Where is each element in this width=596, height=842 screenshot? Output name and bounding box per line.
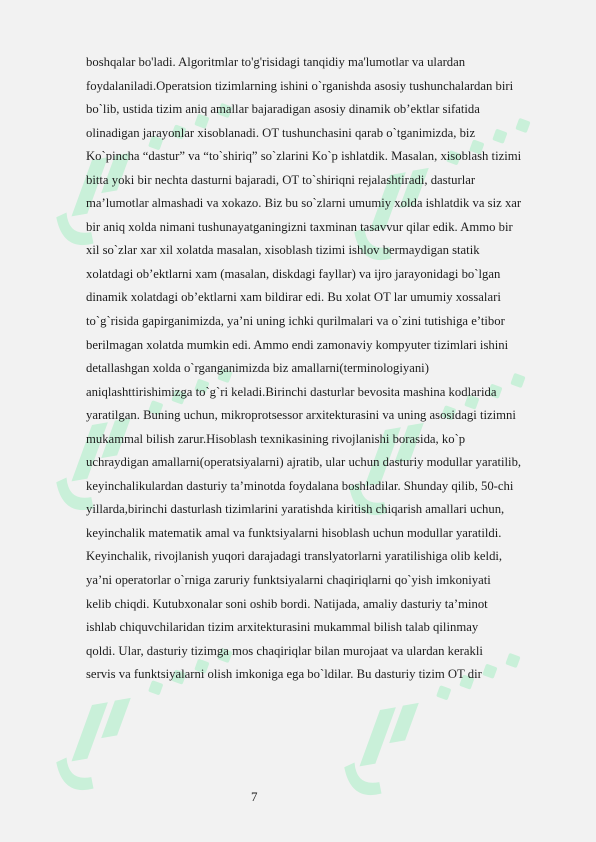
text-line: ishlab chiquvchilaridan tizim arxitekturasini mukammal bilish talab qilinmay: [86, 620, 479, 635]
text-line: yillarda,birinchi dasturlash tizimlarini yaratishda kiritish chiqarish amallari uchun,: [86, 502, 505, 517]
text-line: xolatdagi ob’ektlarni xam (masalan, diskdagi fayllar) va ijro jarayonidagi bo`lgan: [86, 266, 501, 281]
text-line: berilmagan xolatda mumkin edi. Ammo endi zamonaviy kompyuter tizimlari ishini: [86, 337, 509, 352]
text-line: mukammal bilish zarur.Hisoblash texnikasining rivojlanishi borasida, ko`p: [86, 431, 466, 446]
text-line: uchraydigan amallarni(operatsiyalarni) ajratib, ular uchun dasturiy modullar yaratilib,: [86, 455, 522, 470]
text-line: keyinchalikulardan dasturiy ta’minotda foydalana boshladilar. Shunday qilib, 50-chi: [86, 478, 514, 493]
text-line: ya’ni operatorlar o`rniga zaruriy funktsiyalarni chaqiriqlarni qo`yish imkoniyati: [86, 573, 491, 588]
text-line: dinamik xolatdagi ob’ektlarni xam bildirar edi. Bu xolat OT lar umumiy xossalari: [86, 290, 501, 305]
text-line: xil so`zlar xar xil xolatda masalan, xisoblash tizimi ishlov bermaydigan statik: [86, 243, 480, 258]
text-line: bitta yoki bir nechta dasturni bajaradi, OT to`shiriqni rejalashtiradi, dasturlar: [86, 172, 476, 187]
text-line: foydalaniladi.Operatsion tizimlarning ishini o`rganishda asosiy tushunchalardan biri: [86, 78, 514, 93]
text-line: detallashgan xolda o`rganganimizda biz amallarni(terminologiyani): [86, 361, 429, 376]
text-line: ma’lumotlar almashadi va xokazo. Biz bu so`zlarni umumiy xolda ishlatdik va siz xar: [86, 196, 522, 211]
text-line: Ko`pincha “dastur” va “to`shiriq” so`zlarini Ko`p ishlatdik. Masalan, xisoblash tizimi: [86, 149, 522, 164]
text-line: kelib chiqdi. Kutubxonalar soni oshib bordi. Natijada, amaliy dasturiy ta’minot: [86, 596, 488, 611]
text-line: Keyinchalik, rivojlanish yuqori darajadagi translyatorlarni yaratilishiga olib keldi,: [86, 549, 503, 564]
text-line: boshqalar bo'ladi. Algoritmlar to'g'risidagi tanqidiy ma'lumotlar va ulardan: [86, 55, 466, 69]
text-line: bo`lib, ustida tizim aniq amallar bajaradigan asosiy dinamik ob’ektlar sifatida: [86, 102, 480, 117]
text-line: qoldi. Ular, dasturiy tizimga mos chaqiriqlar bilan murojaat va ulardan kerakli: [86, 643, 483, 658]
text-line: bir aniq xolda nimani tushunayatganingizni taxminan tasavvur qilar edik. Ammo bir: [86, 219, 513, 234]
text-line: to`g`risida gapirganimizda, ya’ni uning ichki qurilmalari va o`zini tutishiga e’tibor: [86, 314, 505, 329]
text-line: servis va funktsiyalarni olish imkoniga ega bo`ldilar. Bu dasturiy tizim OT dir: [86, 667, 482, 682]
text-line: yaratilgan. Buning uchun, mikroprotsessor arxitekturasini va uning asosidagi tizimni: [86, 408, 516, 423]
text-line: aniqlashttirishimizga to`g`ri keladi.Birinchi dasturlar bevosita mashina kodlarida: [86, 384, 497, 399]
body-text: [86, 51, 572, 687]
text-line: olinadigan jarayonlar xisoblanadi. OT tushunchasini qarab o`tganimizda, biz: [86, 125, 476, 140]
text-line: keyinchalik matematik amal va funktsiyalarni hisoblash uchun modullar yaratildi.: [86, 525, 502, 540]
page-number: 7: [251, 789, 258, 804]
